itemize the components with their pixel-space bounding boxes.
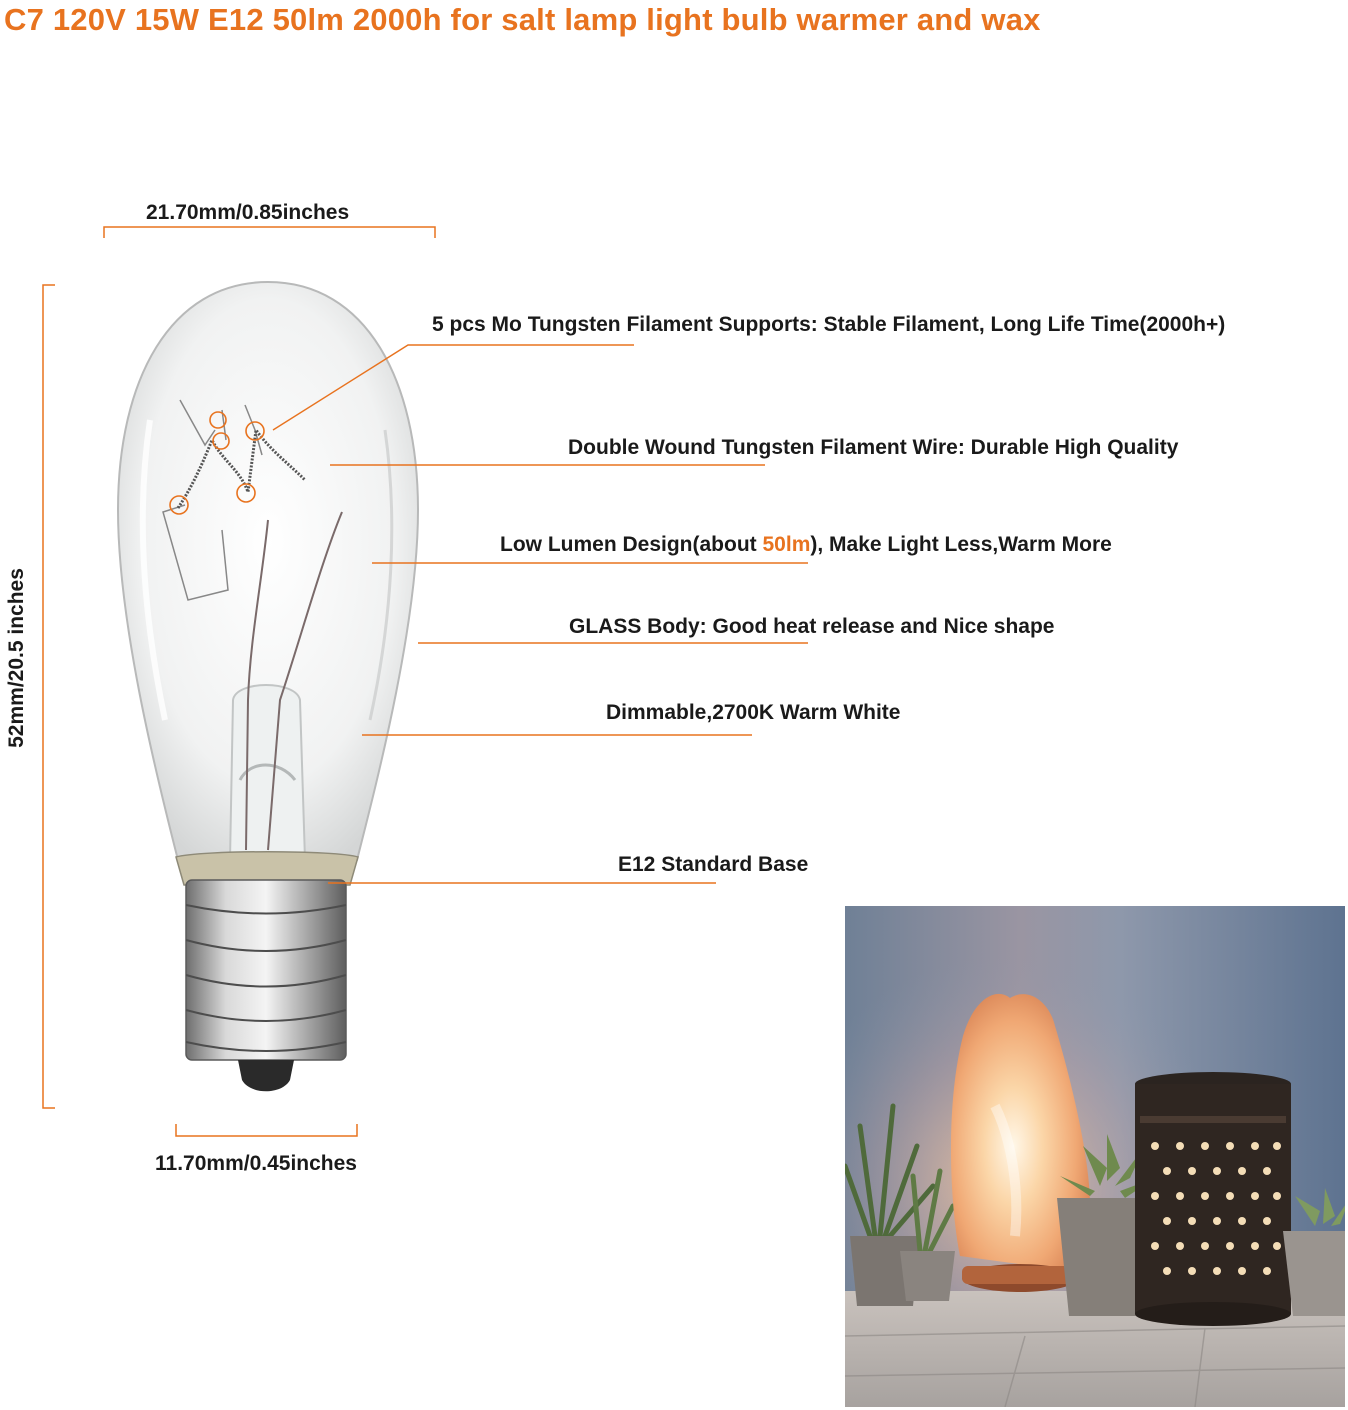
feature-base: E12 Standard Base [618,853,809,876]
wax-warmer [1135,1072,1291,1326]
base-width-bracket [176,1124,357,1136]
salt-lamp-photo [845,906,1345,1407]
feature-glass: GLASS Body: Good heat release and Nice shape [569,615,1055,638]
height-label: 52mm/20.5 inches [5,568,28,748]
feature-lumen-value: 50lm [762,533,811,556]
height-bracket [43,285,55,1108]
feature-filament: Double Wound Tungsten Filament Wire: Durable High Quality [568,436,1179,459]
base-width-label: 11.70mm/0.45inches [155,1152,357,1175]
page-title: C7 120V 15W E12 50lm 2000h for salt lamp light bulb warmer and wax [4,2,1041,37]
feature-supports: 5 pcs Mo Tungsten Filament Supports: Stable Filament, Long Life Time(2000h+) [432,313,1226,336]
feature-lumen-suffix: ), Make Light Less,Warm More [810,533,1112,556]
glass-stem [230,685,305,860]
feature-lumen-prefix: Low Lumen Design(about [500,533,763,556]
base-contact [238,1060,294,1091]
screw-base [186,880,346,1060]
top-width-label: 21.70mm/0.85inches [146,201,350,224]
top-width-bracket [104,227,435,238]
feature-dimmable: Dimmable,2700K Warm White [606,701,901,724]
